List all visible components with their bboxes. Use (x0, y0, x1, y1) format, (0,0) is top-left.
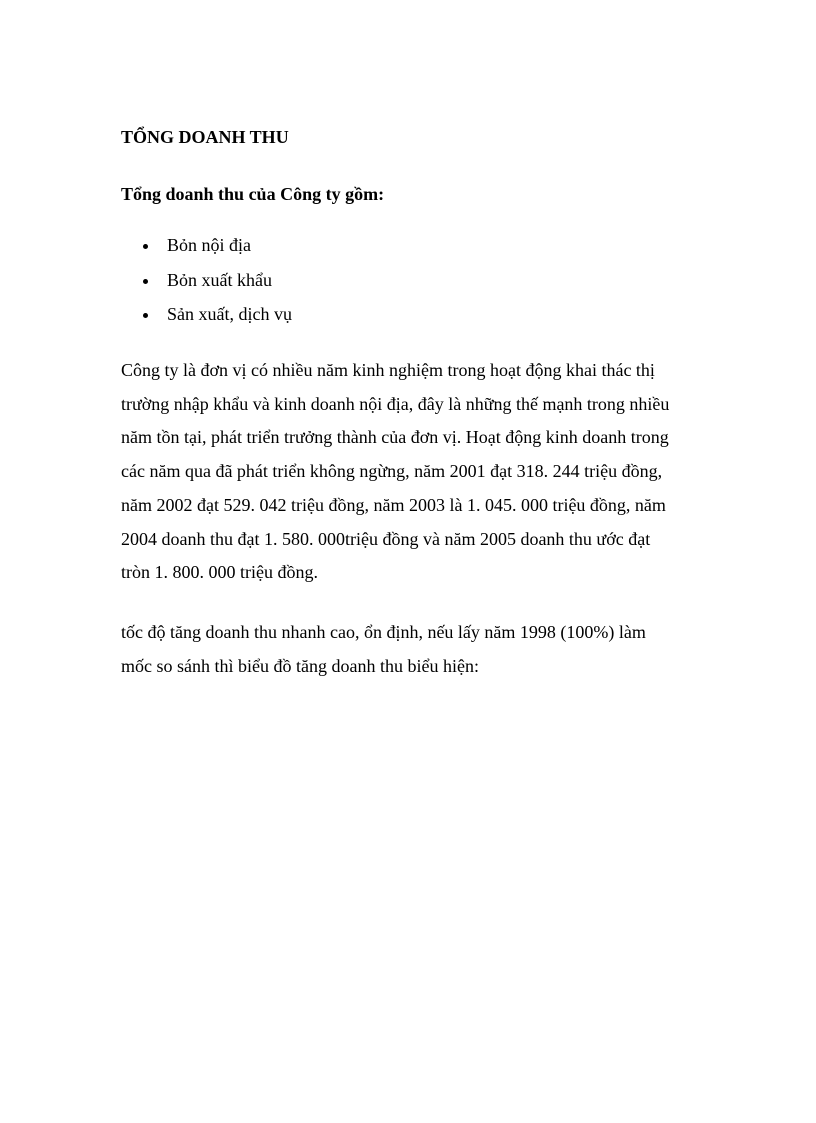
bullet-icon (143, 244, 148, 249)
revenue-sources-list (121, 234, 292, 338)
growth-rate-paragraph: tốc độ tăng doanh thu nhanh cao, ổn định, nếu lấy năm 1998 (100%) làm mốc so sánh thì biểu đồ tăng doanh thu biểu hiện: (121, 622, 646, 676)
bullet-icon (143, 313, 148, 318)
list-item-text: Bỏn xuất khẩu (167, 269, 272, 290)
revenue-subheading: Tổng doanh thu của Công ty gồm: (121, 184, 385, 204)
list-item (121, 303, 292, 338)
company-history-paragraph: Công ty là đơn vị có nhiều năm kinh nghiệm trong hoạt động khai thác thị trường nhập khẩu và kinh doanh nội địa, đây là những thế mạnh trong nhiều năm tồn tại, phát triển trưởng thành của đơn vị. Hoạt động kinh doanh trong các năm qua đã phát triển không ngừng, năm 2001 đạt 318. 244 triệu đồng, năm 2002 đạt 529. 042 triệu đồng, năm 2003 là 1. 045. 000 triệu đồng, năm 2004 doanh thu đạt 1. 580. 000triệu đồng và năm 2005 doanh thu ước đạt tròn 1. 800. 000 triệu đồng. (121, 360, 670, 583)
list-item (121, 269, 292, 304)
list-item-text: Sản xuất, dịch vụ (167, 304, 292, 324)
list-item-text: Bỏn nội địa (167, 235, 251, 255)
bullet-icon (143, 279, 148, 284)
section-heading: TỔNG DOANH THU (121, 127, 289, 147)
list-item (121, 234, 292, 269)
